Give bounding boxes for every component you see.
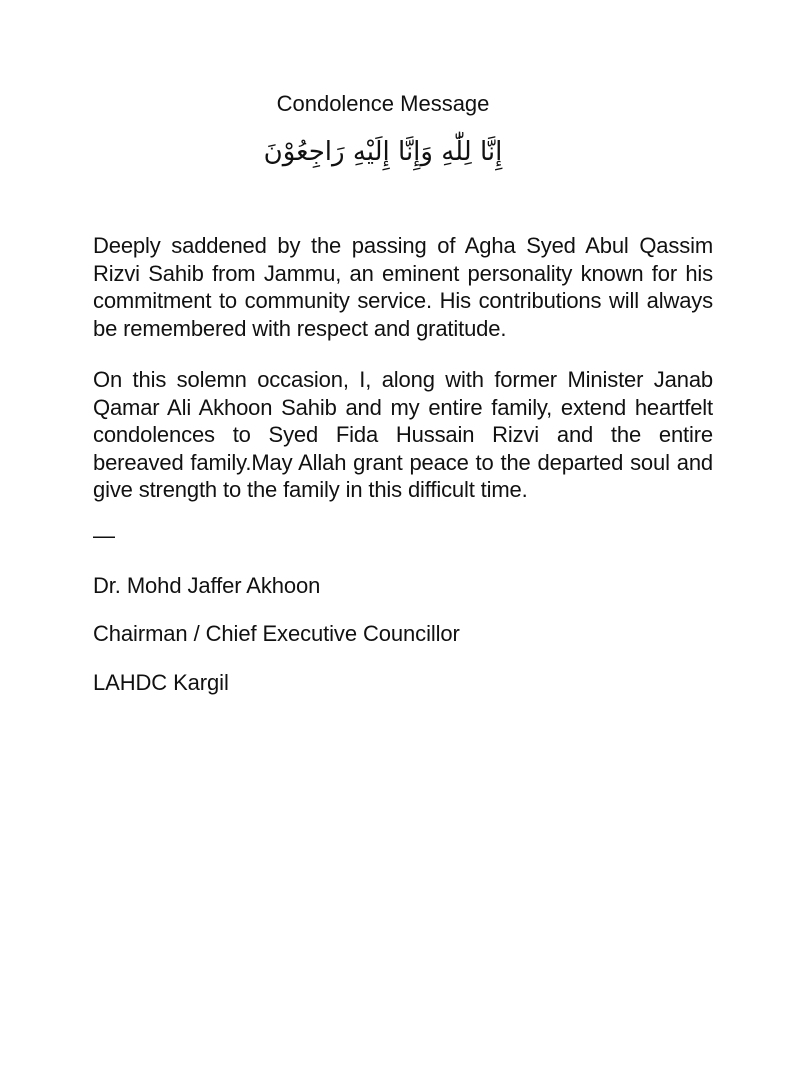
signature-title: Chairman / Chief Executive Councillor xyxy=(93,621,460,646)
separator-dash: — xyxy=(93,523,115,548)
page-title: Condolence Message xyxy=(276,91,490,116)
arabic-verse: إِنَّا لِلّٰهِ وَإِنَّا إِلَيْهِ رَاجِعُوْنَ xyxy=(263,137,503,167)
message-paragraph-1: Deeply saddened by the passing of Agha Syed Abul Qassim Rizvi Sahib from Jammu, an eminent personality known for his commitment to community service. His contributions will always be remembered with respect and gratitude. xyxy=(93,233,713,341)
message-paragraph-2: On this solemn occasion, I, along with former Minister Janab Qamar Ali Akhoon Sahib and my entire family, extend heartfelt condolences to Syed Fida Hussain Rizvi and the entire bereaved family.May Allah grant peace to the departed soul and give strength to the family in this difficult time. xyxy=(93,367,713,502)
signature-organization: LAHDC Kargil xyxy=(93,670,229,695)
signature-name: Dr. Mohd Jaffer Akhoon xyxy=(93,573,321,598)
